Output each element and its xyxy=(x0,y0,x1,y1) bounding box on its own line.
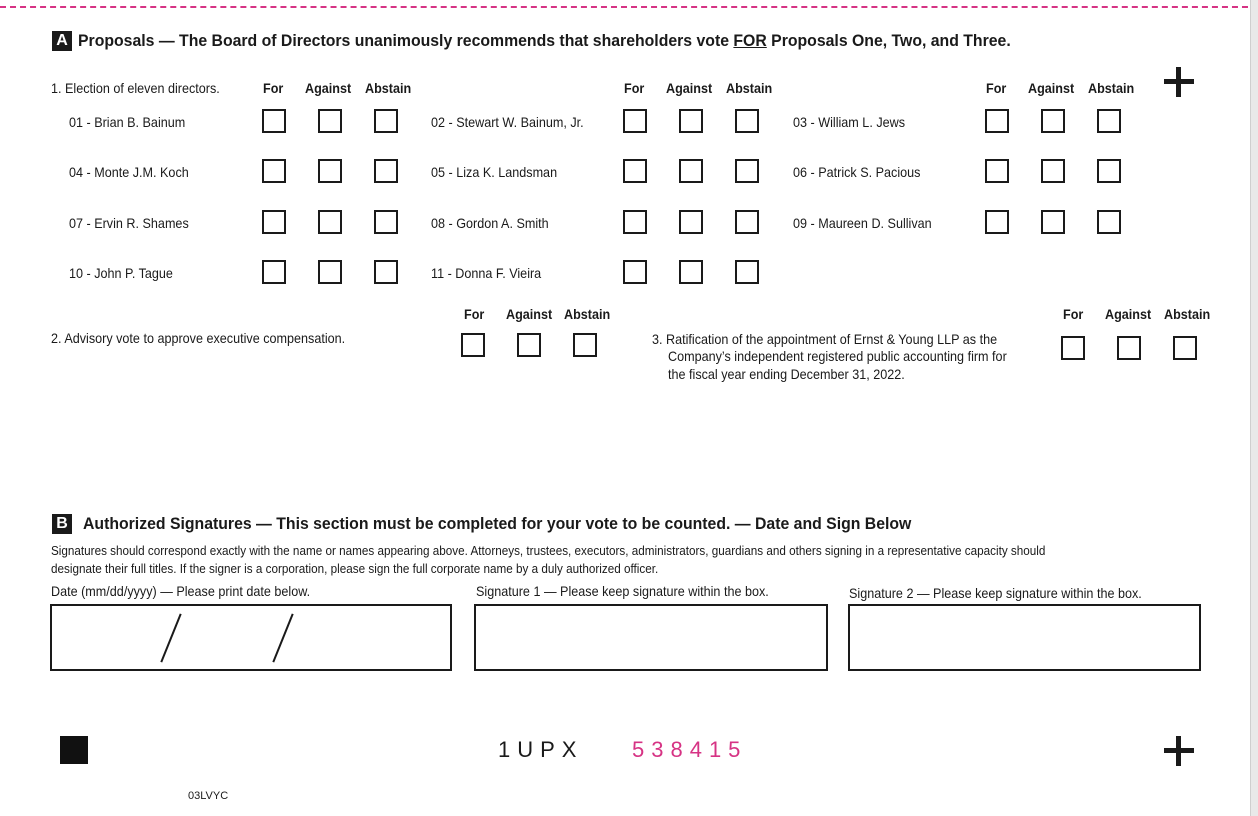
proposal-3-label-line1: 3. Ratification of the appointment of Ernst & Young LLP as the xyxy=(652,331,998,347)
section-b-badge: B xyxy=(52,514,72,534)
signature-2-box[interactable] xyxy=(848,604,1201,671)
nominee-02-against-checkbox[interactable] xyxy=(679,109,703,133)
section-a-title-post: Proposals One, Two, and Three. xyxy=(766,31,1011,50)
proposal-3-against-checkbox[interactable] xyxy=(1117,336,1141,360)
header-abstain: Abstain xyxy=(726,80,773,96)
proposal-3-label-line2: Company’s independent registered public accounting firm for xyxy=(668,348,1007,364)
proposal-2-against-checkbox[interactable] xyxy=(517,333,541,357)
nominee-07-against-checkbox[interactable] xyxy=(318,210,342,234)
nominee-label: 02 - Stewart W. Bainum, Jr. xyxy=(431,114,584,130)
signature-1-label: Signature 1 — Please keep signature within the box. xyxy=(476,583,769,599)
nominee-11-for-checkbox[interactable] xyxy=(623,260,647,284)
section-b-title: Authorized Signatures — This section must be completed for your vote to be counted. — Date and Sign Below xyxy=(83,514,912,533)
section-a-badge: A xyxy=(52,31,72,51)
nominee-label: 07 - Ervin R. Shames xyxy=(69,215,189,231)
nominee-06-for-checkbox[interactable] xyxy=(985,159,1009,183)
header-abstain: Abstain xyxy=(1088,80,1135,96)
section-a-title xyxy=(78,31,1011,51)
proposal-1-label: 1. Election of eleven directors. xyxy=(51,80,220,96)
nominee-09-against-checkbox[interactable] xyxy=(1041,210,1065,234)
page-edge xyxy=(1250,0,1258,816)
nominee-label: 06 - Patrick S. Pacious xyxy=(793,164,921,180)
signature-instructions-line1: Signatures should correspond exactly with the name or names appearing above. Attorneys, trustees, executors, administrators, guardians and others signing in a representative capacity should xyxy=(51,543,1046,558)
header-against: Against xyxy=(1105,306,1152,322)
header-against: Against xyxy=(666,80,713,96)
nominee-08-abstain-checkbox[interactable] xyxy=(735,210,759,234)
nominee-04-for-checkbox[interactable] xyxy=(262,159,286,183)
nominee-04-against-checkbox[interactable] xyxy=(318,159,342,183)
nominee-09-for-checkbox[interactable] xyxy=(985,210,1009,234)
nominee-label: 03 - William L. Jews xyxy=(793,114,906,130)
nominee-10-abstain-checkbox[interactable] xyxy=(374,260,398,284)
registration-plus-icon xyxy=(1164,67,1194,97)
nominee-11-abstain-checkbox[interactable] xyxy=(735,260,759,284)
header-abstain: Abstain xyxy=(365,80,412,96)
nominee-label: 11 - Donna F. Vieira xyxy=(431,265,542,281)
header-for: For xyxy=(986,80,1007,96)
nominee-01-for-checkbox[interactable] xyxy=(262,109,286,133)
header-abstain: Abstain xyxy=(564,306,611,322)
nominee-03-against-checkbox[interactable] xyxy=(1041,109,1065,133)
header-for: For xyxy=(263,80,284,96)
nominee-05-abstain-checkbox[interactable] xyxy=(735,159,759,183)
date-separator-slash xyxy=(272,614,293,663)
proposal-3-label-line3: the fiscal year ending December 31, 2022. xyxy=(668,366,905,382)
header-against: Against xyxy=(506,306,553,322)
nominee-label: 01 - Brian B. Bainum xyxy=(69,114,186,130)
header-against: Against xyxy=(305,80,352,96)
nominee-07-for-checkbox[interactable] xyxy=(262,210,286,234)
header-for: For xyxy=(464,306,485,322)
footer-small-code: 03LVYC xyxy=(188,790,229,802)
proposal-2-abstain-checkbox[interactable] xyxy=(573,333,597,357)
proposal-2-for-checkbox[interactable] xyxy=(461,333,485,357)
nominee-06-abstain-checkbox[interactable] xyxy=(1097,159,1121,183)
signature-1-box[interactable] xyxy=(474,604,828,671)
nominee-04-abstain-checkbox[interactable] xyxy=(374,159,398,183)
proposal-3-for-checkbox[interactable] xyxy=(1061,336,1085,360)
nominee-label: 08 - Gordon A. Smith xyxy=(431,215,549,231)
nominee-01-against-checkbox[interactable] xyxy=(318,109,342,133)
header-abstain: Abstain xyxy=(1164,306,1211,322)
nominee-08-for-checkbox[interactable] xyxy=(623,210,647,234)
form-code-number: 538415 xyxy=(632,737,748,762)
nominee-01-abstain-checkbox[interactable] xyxy=(374,109,398,133)
header-against: Against xyxy=(1028,80,1075,96)
section-a-title-for: FOR xyxy=(733,31,767,50)
registration-plus-icon xyxy=(1164,736,1194,766)
header-for: For xyxy=(1063,306,1084,322)
proposal-3-abstain-checkbox[interactable] xyxy=(1173,336,1197,360)
nominee-03-for-checkbox[interactable] xyxy=(985,109,1009,133)
nominee-05-against-checkbox[interactable] xyxy=(679,159,703,183)
nominee-02-for-checkbox[interactable] xyxy=(623,109,647,133)
nominee-09-abstain-checkbox[interactable] xyxy=(1097,210,1121,234)
header-for: For xyxy=(624,80,645,96)
date-separator-slash xyxy=(160,614,181,663)
nominee-10-against-checkbox[interactable] xyxy=(318,260,342,284)
nominee-label: 05 - Liza K. Landsman xyxy=(431,164,558,180)
nominee-11-against-checkbox[interactable] xyxy=(679,260,703,284)
nominee-08-against-checkbox[interactable] xyxy=(679,210,703,234)
date-label: Date (mm/dd/yyyy) — Please print date below. xyxy=(51,583,311,599)
nominee-03-abstain-checkbox[interactable] xyxy=(1097,109,1121,133)
nominee-label: 09 - Maureen D. Sullivan xyxy=(793,215,932,231)
nominee-05-for-checkbox[interactable] xyxy=(623,159,647,183)
date-input-box[interactable] xyxy=(50,604,452,671)
nominee-10-for-checkbox[interactable] xyxy=(262,260,286,284)
form-code-text: 1UPX xyxy=(498,737,584,762)
nominee-label: 04 - Monte J.M. Koch xyxy=(69,164,189,180)
section-a-title-pre: Proposals — The Board of Directors unanimously recommends that shareholders vote xyxy=(78,31,734,50)
proposal-2-label: 2. Advisory vote to approve executive compensation. xyxy=(51,330,346,346)
nominee-02-abstain-checkbox[interactable] xyxy=(735,109,759,133)
nominee-label: 10 - John P. Tague xyxy=(69,265,173,281)
nominee-07-abstain-checkbox[interactable] xyxy=(374,210,398,234)
signature-instructions-line2: designate their full titles. If the signer is a corporation, please sign the full corporate name by a duly authorized officer. xyxy=(51,561,659,576)
registration-square-mark xyxy=(60,736,88,764)
nominee-06-against-checkbox[interactable] xyxy=(1041,159,1065,183)
signature-2-label: Signature 2 — Please keep signature within the box. xyxy=(849,585,1142,601)
cut-line xyxy=(0,6,1258,8)
